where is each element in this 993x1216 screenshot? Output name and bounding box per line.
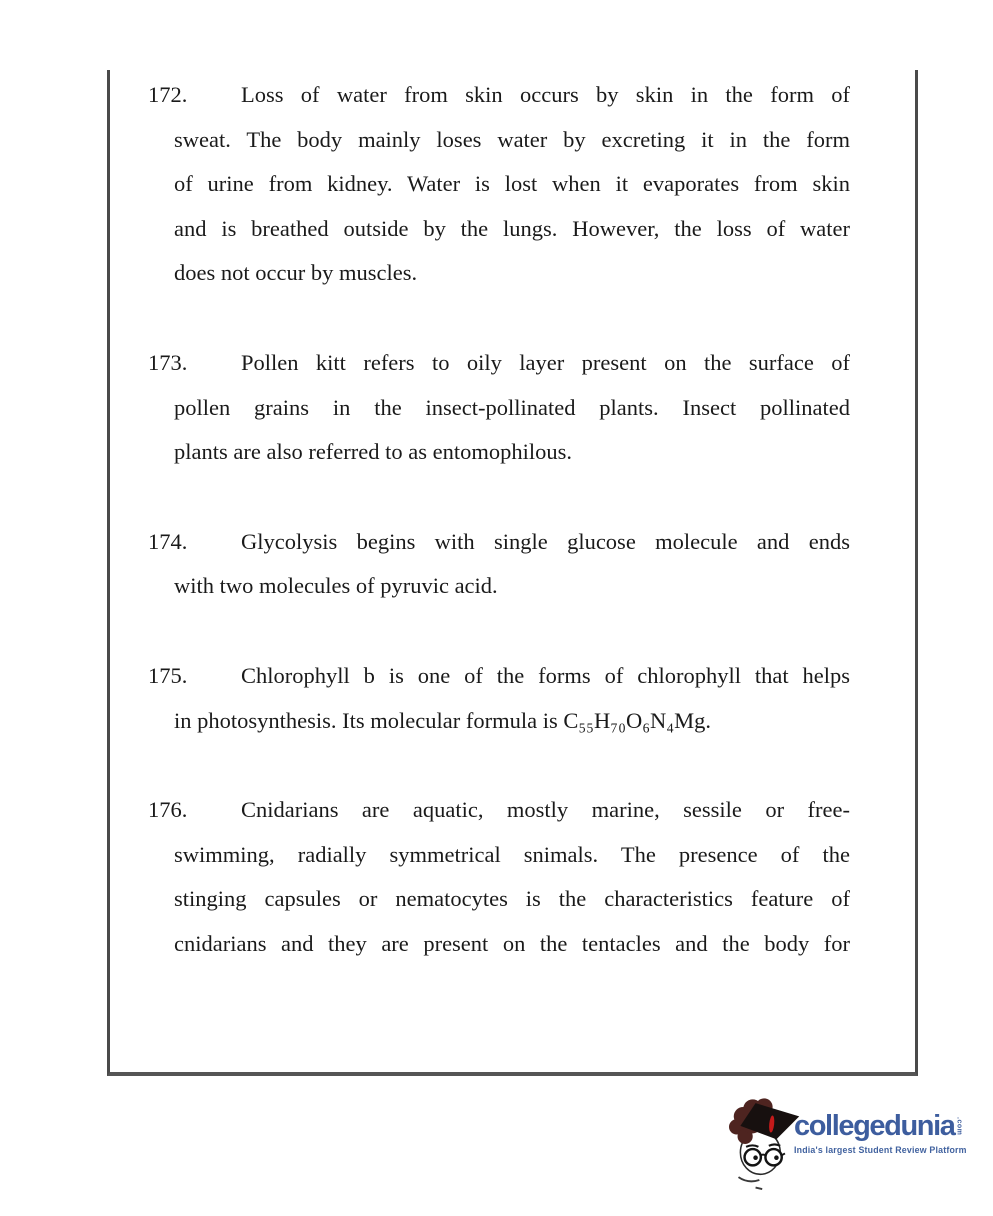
item-number: 176. <box>148 797 188 823</box>
page-border-box <box>107 70 918 1076</box>
item-number: 175. <box>148 662 188 688</box>
brand-row <box>794 1111 967 1141</box>
answer-item <box>148 520 850 609</box>
text-line: and is breathed outside by the lungs. However, the loss of water <box>174 215 850 241</box>
text-line: Cnidarians are aquatic, mostly marine, sessile or free- <box>241 797 850 823</box>
text-line: swimming, radially symmetrical snimals. The presence of the <box>174 841 850 867</box>
brand-name: collegedunia <box>794 1110 955 1142</box>
item-number: 173. <box>148 349 188 375</box>
text-line: in photosynthesis. Its molecular formula is C₅₅H₇₀O₆N₄Mg. <box>174 707 712 733</box>
answer-list <box>110 70 915 967</box>
answer-item <box>148 73 850 296</box>
text-line: Pollen kitt refers to oily layer present on the surface of <box>241 349 850 375</box>
text-line: of urine from kidney. Water is lost when it evaporates from skin <box>174 171 850 197</box>
text-line: Chlorophyll b is one of the forms of chlorophyll that helps <box>241 662 850 688</box>
answer-item <box>148 341 850 475</box>
text-line: Loss of water from skin occurs by skin in the form of <box>241 82 850 107</box>
logo-tagline: India's largest Student Review Platform <box>794 1145 967 1155</box>
text-line: plants are also referred to as entomophilous. <box>174 439 573 465</box>
text-line: stinging capsules or nematocytes is the characteristics feature of <box>174 886 850 912</box>
mascot-icon <box>729 1094 803 1192</box>
answer-item <box>148 788 850 966</box>
text-line: cnidarians and they are present on the tentacles and the body for <box>174 930 850 956</box>
item-number: 174. <box>148 528 188 554</box>
brand-tld: .com <box>955 1117 963 1136</box>
text-line: with two molecules of pyruvic acid. <box>174 573 498 599</box>
text-line: does not occur by muscles. <box>174 260 418 286</box>
answer-item <box>148 654 850 743</box>
logo-text-block <box>794 1111 967 1155</box>
text-line: pollen grains in the insect-pollinated plants. Insect pollinated <box>174 394 850 420</box>
collegedunia-logo[interactable] <box>729 1094 977 1196</box>
text-line: sweat. The body mainly loses water by excreting it in the form <box>174 126 850 152</box>
item-number: 172. <box>148 82 188 107</box>
text-line: Glycolysis begins with single glucose molecule and ends <box>241 528 850 554</box>
